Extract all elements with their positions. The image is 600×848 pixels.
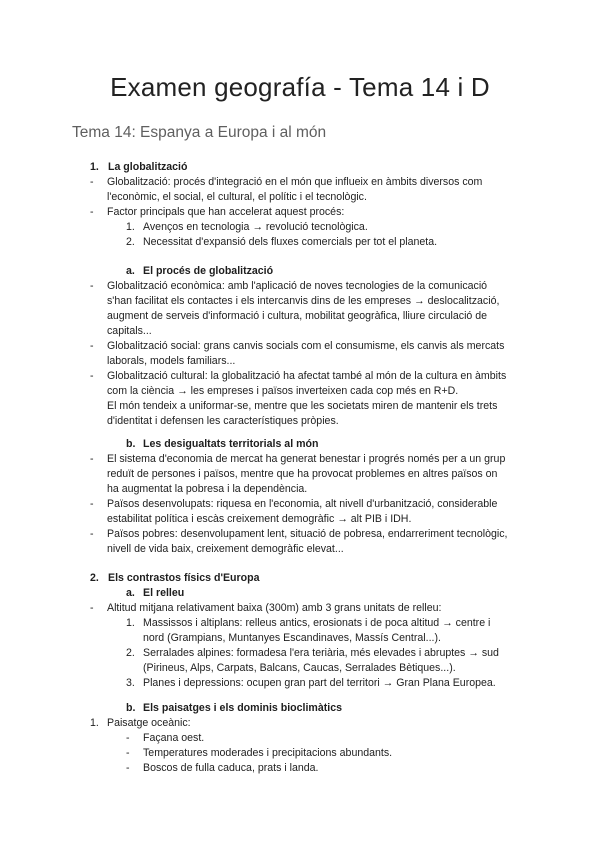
list-number: 1.	[126, 221, 135, 233]
bullet-text: l'econòmic, el social, el cultural, el polític i el tecnològic.	[107, 191, 367, 203]
section-heading: Els contrastos físics d'Europa	[108, 572, 260, 584]
bullet-dash: -	[90, 498, 94, 510]
list-item: Massissos i altiplans: relleus antics, erosionats i de poca altitud → centre i	[143, 617, 491, 629]
subsection-letter: b.	[126, 702, 136, 714]
bullet-text: s'han facilitat els contactes i els intercanvis dins de les empreses → deslocalització,	[107, 295, 500, 307]
bullet-text: Globalització cultural: la globalització ha afectat també al món de la cultura en àmbits	[107, 370, 507, 382]
bullet-dash: -	[90, 176, 94, 188]
bullet-text: nivell de vida baix, creixement demogràfic elevat...	[107, 543, 344, 555]
list-item: Serralades alpines: formadesa l'era teriària, més elevades i abruptes → sud	[143, 647, 499, 659]
section-number: 1.	[90, 161, 99, 173]
bullet-text: Globalització: procés d'integració en el món que influeix en àmbits diversos com	[107, 176, 483, 188]
list-item: Planes i depressions: ocupen gran part del territori → Gran Plana Europea.	[143, 677, 496, 689]
bullet-text: Temperatures moderades i precipitacions abundants.	[143, 747, 393, 759]
bullet-text: estabilitat política i escàs creixement demogràfic → alt PIB i IDH.	[107, 513, 412, 525]
document-title: Examen geografía - Tema 14 i D	[110, 72, 490, 102]
subsection-heading: Els paisatges i els dominis bioclimàtics	[143, 702, 343, 714]
bullet-text: reduït de persones i països, mentre que ha provocat problemes en altres països on	[107, 468, 498, 480]
bullet-text: Altitud mitjana relativament baixa (300m) amb 3 grans unitats de relleu:	[107, 602, 442, 614]
bullet-dash: -	[126, 762, 130, 774]
subsection-letter: a.	[126, 587, 135, 599]
section-number: 2.	[90, 572, 99, 584]
bullet-dash: -	[90, 206, 94, 218]
bullet-text: El món tendeix a uniformar-se, mentre que les societats miren de mantenir els trets	[107, 400, 498, 412]
bullet-text: Factor principals que han accelerat aquest procés:	[107, 206, 345, 218]
list-item: nord (Grampians, Muntanyes Escandinaves, Massís Central...).	[143, 632, 441, 644]
section-heading: La globalització	[108, 161, 188, 173]
subsection-letter: a.	[126, 265, 135, 277]
subsection-letter: b.	[126, 438, 136, 450]
bullet-text: Països pobres: desenvolupament lent, situació de pobresa, endarreriment tecnològic,	[107, 528, 508, 540]
list-item: Paisatge oceànic:	[107, 717, 191, 729]
subsection-heading: El relleu	[143, 587, 185, 599]
bullet-text: El sistema d'economia de mercat ha generat benestar i progrés només per a un grup	[107, 453, 506, 465]
bullet-dash: -	[90, 370, 94, 382]
bullet-dash: -	[90, 528, 94, 540]
list-item: Necessitat d'expansió dels fluxes comercials per tot el planeta.	[143, 236, 438, 248]
list-number: 2.	[126, 647, 135, 659]
document-subtitle: Tema 14: Espanya a Europa i al món	[72, 124, 327, 141]
bullet-text: Façana oest.	[143, 732, 205, 744]
bullet-dash: -	[90, 453, 94, 465]
bullet-text: Països desenvolupats: riquesa en l'economia, alt nivell d'urbanització, considerable	[107, 498, 498, 510]
list-item: Avenços en tecnologia → revolució tecnològica.	[143, 221, 368, 233]
subsection-heading: Les desigualtats territorials al món	[143, 438, 319, 450]
bullet-text: Globalització social: grans canvis socials com el consumisme, els canvis als mercats	[107, 340, 505, 352]
subsection-heading: El procés de globalització	[143, 265, 274, 277]
list-number: 3.	[126, 677, 135, 689]
bullet-text: laborals, models familiars...	[107, 355, 236, 367]
bullet-text: com la ciència → les empreses i països inverteixen cada cop més en R+D.	[107, 385, 459, 397]
bullet-text: Boscos de fulla caduca, prats i landa.	[143, 762, 319, 774]
bullet-dash: -	[126, 732, 130, 744]
bullet-dash: -	[90, 602, 94, 614]
bullet-text: d'identitat i defensen les característiques pròpies.	[107, 415, 339, 427]
bullet-dash: -	[90, 280, 94, 292]
bullet-text: Globalització econòmica: amb l'aplicació de noves tecnologies de la comunicació	[107, 280, 488, 292]
bullet-text: capitals...	[107, 325, 152, 337]
list-number: 1.	[90, 717, 99, 729]
list-number: 1.	[126, 617, 135, 629]
bullet-text: augment de serveis d'informació i cultura, mobilitat geogràfica, lliure circulació de	[107, 310, 488, 322]
list-item: (Pirineus, Alps, Carpats, Balcans, Caucas, Serralades Bètiques...).	[143, 662, 456, 674]
bullet-dash: -	[126, 747, 130, 759]
bullet-dash: -	[90, 340, 94, 352]
bullet-text: ha augmentat la pobresa i la dependència.	[107, 483, 308, 495]
list-number: 2.	[126, 236, 135, 248]
